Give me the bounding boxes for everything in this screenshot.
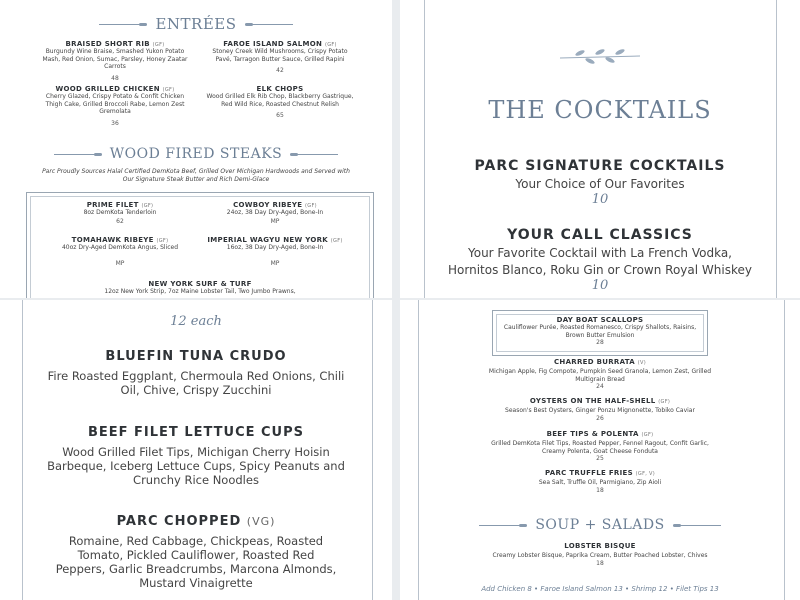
cocktail-desc: Your Choice of Our Favorites	[515, 177, 685, 191]
menu-item: NEW YORK SURF & TURF 12oz New York Strip, 7oz Maine Lobster Tail, Two Jumbo Prawns,	[104, 280, 296, 295]
menu-item: WOOD GRILLED CHICKEN (GF) Cherry Glazed, Crispy Potato & Confit Chicken Thigh Cake, Grilled Broccoli Rabe, Lemon Zest Gremolata 36	[45, 85, 185, 127]
menu-item: BRAISED SHORT RIB (GF) Burgundy Wine Braise, Smashed Yukon Potato Mash, Red Onion, Sumac, Parsley, Honey Zaatar Carrots 48	[42, 40, 188, 82]
entrees-heading: ENTRÉES	[0, 15, 392, 33]
bites-price-note: 12 each	[170, 314, 222, 329]
menu-item: CHARRED BURRATA (V) Michigan Apple, Fig Compote, Pumpkin Seed Granola, Lemon Zest, Grilled Multigrain Bread 24	[488, 358, 712, 390]
steaks-heading: WOOD FIRED STEAKS	[0, 146, 392, 162]
menu-panel-cocktails	[400, 0, 800, 298]
menu-item: DAY BOAT SCALLOPS Cauliflower Purée, Roasted Romanesco, Crispy Shallots, Raisins, Brown Butter Emulsion 28	[503, 316, 697, 346]
addons-line: Add Chicken 8 • Faroe Island Salmon 13 • Shrimp 12 • Filet Tips 13	[481, 585, 719, 593]
menu-item: PARC TRUFFLE FRIES (GF, V) Sea Salt, Truffle Oil, Parmigiano, Zip Aioli 18	[538, 469, 662, 494]
cocktail-price: 10	[591, 278, 609, 293]
menu-item: BLUEFIN TUNA CRUDO Fire Roasted Eggplant, Chermoula Red Onions, Chili Oil, Chive, Crispy Zucchini	[47, 349, 345, 397]
cocktails-title: THE COCKTAILS	[488, 96, 712, 124]
menu-item: BEEF FILET LETTUCE CUPS Wood Grilled Filet Tips, Michigan Cherry Hoisin Barbeque, Iceberg Lettuce Cups, Spicy Peanuts and Crunchy Rice Noodles	[47, 425, 345, 487]
menu-item: TOMAHAWK RIBEYE (GF) 40oz Dry-Aged DemKota Angus, Sliced MP	[61, 236, 179, 267]
steaks-intro: Parc Proudly Sources Halal Certified DemKota Beef, Grilled Over Michigan Hardwoods and Served with Our Signature Steak Butter and Rich Demi-Glace	[42, 168, 350, 183]
cocktail-desc: Hornitos Blanco, Roku Gin or Crown Royal Whiskey	[448, 263, 752, 277]
menu-item: PRIME FILET (GF) 8oz DemKota Tenderloin 62	[83, 201, 157, 225]
bites-heading-cut	[0, 300, 392, 308]
menu-panel-entrees	[0, 0, 392, 298]
menu-item: ELK CHOPS Wood Grilled Elk Rib Chop, Blackberry Gastrique, Red Wild Rice, Roasted Chestnut Relish 65	[206, 85, 354, 119]
sprig-icon	[558, 46, 642, 68]
cocktail-name: PARC SIGNATURE COCKTAILS	[474, 158, 726, 174]
menu-item: FAROE ISLAND SALMON (GF) Stoney Creek Wild Mushrooms, Crispy Potato Pavé, Tarragon Butter Sauce, Grilled Rapini 42	[212, 40, 348, 74]
menu-panel-bites	[0, 300, 392, 600]
cocktail-desc: Your Favorite Cocktail with La French Vodka,	[468, 246, 732, 260]
menu-item: COWBOY RIBEYE (GF) 24oz, 38 Day Dry-Aged, Bone-In MP	[226, 201, 324, 225]
menu-panel-small-plates	[400, 300, 800, 600]
cocktail-price: 10	[591, 192, 609, 207]
cocktail-name: YOUR CALL CLASSICS	[507, 227, 693, 243]
menu-item: OYSTERS ON THE HALF-SHELL (GF) Season's Best Oysters, Ginger Ponzu Mignonette, Tobiko Caviar 26	[505, 397, 695, 422]
menu-item: PARC CHOPPED (VG) Romaine, Red Cabbage, Chickpeas, Roasted Tomato, Pickled Cauliflower, Roasted Red Peppers, Garlic Breadcrumbs, Marcona Almonds, Mustard Vinaigrette	[55, 514, 337, 590]
menu-item: IMPERIAL WAGYU NEW YORK (GF) 16oz, 38 Day Dry-Aged, Bone-In MP	[207, 236, 343, 267]
menu-item: LOBSTER BISQUE Creamy Lobster Bisque, Paprika Cream, Butter Poached Lobster, Chives 18	[492, 542, 708, 567]
menu-item: BEEF TIPS & POLENTA (GF) Grilled DemKota Filet Tips, Roasted Pepper, Fennel Ragout, Confit Garlic, Creamy Polenta, Goat Cheese Fonduta 25	[491, 430, 709, 462]
soups-heading: SOUP + SALADS	[400, 517, 800, 533]
